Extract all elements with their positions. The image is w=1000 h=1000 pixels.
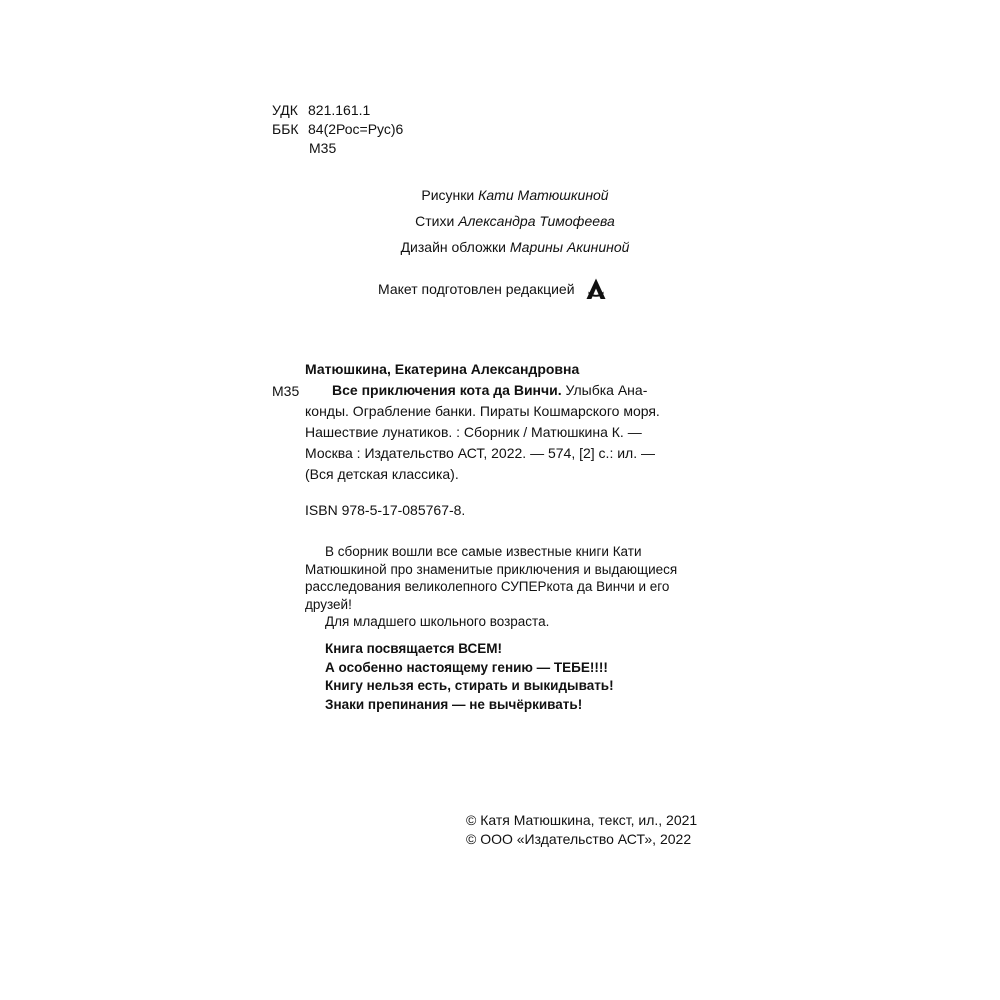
dedication-line: Знаки препинания — не вычёркивать! xyxy=(325,696,583,712)
credit-name: Марины Акининой xyxy=(509,239,630,255)
annotation-line: друзей! xyxy=(305,596,352,612)
copyright-line: © Катя Матюшкина, текст, ил., 2021 xyxy=(466,812,698,828)
bbk-label: ББК xyxy=(272,121,299,137)
annotation-line: расследования великолепного СУПЕРкота да Винчи и его xyxy=(305,579,670,594)
subtitle-start: Улыбка Ана- xyxy=(561,382,648,398)
copyright-line: © ООО «Издательство АСТ», 2022 xyxy=(466,831,692,847)
maket-line xyxy=(378,276,609,302)
catalog-line-1 xyxy=(305,380,745,401)
dedication xyxy=(325,640,614,714)
credit-illustrations xyxy=(285,186,745,204)
catalog-author: Матюшкина, Екатерина Александровна xyxy=(305,361,580,377)
credit-name: Александра Тимофеева xyxy=(458,213,615,229)
catalog-line-5: (Вся детская классика). xyxy=(305,466,459,482)
dedication-line: Книгу нельзя есть, стирать и выкидывать! xyxy=(325,678,614,693)
maket-text: Макет подготовлен редакцией xyxy=(378,281,575,297)
catalog-mark: М35 xyxy=(272,383,300,399)
author-mark: М35 xyxy=(309,140,337,156)
credit-name: Кати Матюшкиной xyxy=(478,187,609,203)
copyright xyxy=(466,811,697,849)
ast-logo-icon xyxy=(583,276,609,302)
annotation-line: Для младшего школьного возраста. xyxy=(325,614,550,629)
udk-label: УДК xyxy=(272,102,298,118)
credit-label: Стихи xyxy=(415,213,455,229)
annotation-line: Матюшкиной про знаменитые приключения и выдающиеся xyxy=(305,561,678,577)
annotation-line: В сборник вошли все самые известные книги Кати xyxy=(325,544,642,559)
classification-block xyxy=(272,101,403,158)
credit-poems xyxy=(285,212,745,230)
bbk-line xyxy=(272,120,403,139)
catalog-line-2: конды. Ограбление банки. Пираты Кошмарского моря. xyxy=(305,403,660,419)
book-title: Все приключения кота да Винчи. xyxy=(332,382,562,398)
annotation xyxy=(305,543,745,631)
catalog-description xyxy=(305,380,745,485)
credit-cover-design xyxy=(285,238,745,256)
isbn: ISBN 978-5-17-085767-8. xyxy=(305,502,466,518)
catalog-line-4: Москва : Издательство АСТ, 2022. — 574, [2] с.: ил. — xyxy=(305,445,655,461)
udk-line xyxy=(272,101,403,120)
dedication-line: Книга посвящается ВСЕМ! xyxy=(325,641,502,656)
catalog-line-3: Нашествие лунатиков. : Сборник / Матюшкина К. — xyxy=(305,424,642,440)
bbk-value: 84(2Рос=Рус)6 xyxy=(308,121,404,137)
credit-label: Дизайн обложки xyxy=(400,239,506,255)
dedication-line: А особенно настоящему гению — ТЕБЕ!!!! xyxy=(325,659,608,675)
credit-label: Рисунки xyxy=(421,187,475,203)
udk-value: 821.161.1 xyxy=(308,102,371,118)
